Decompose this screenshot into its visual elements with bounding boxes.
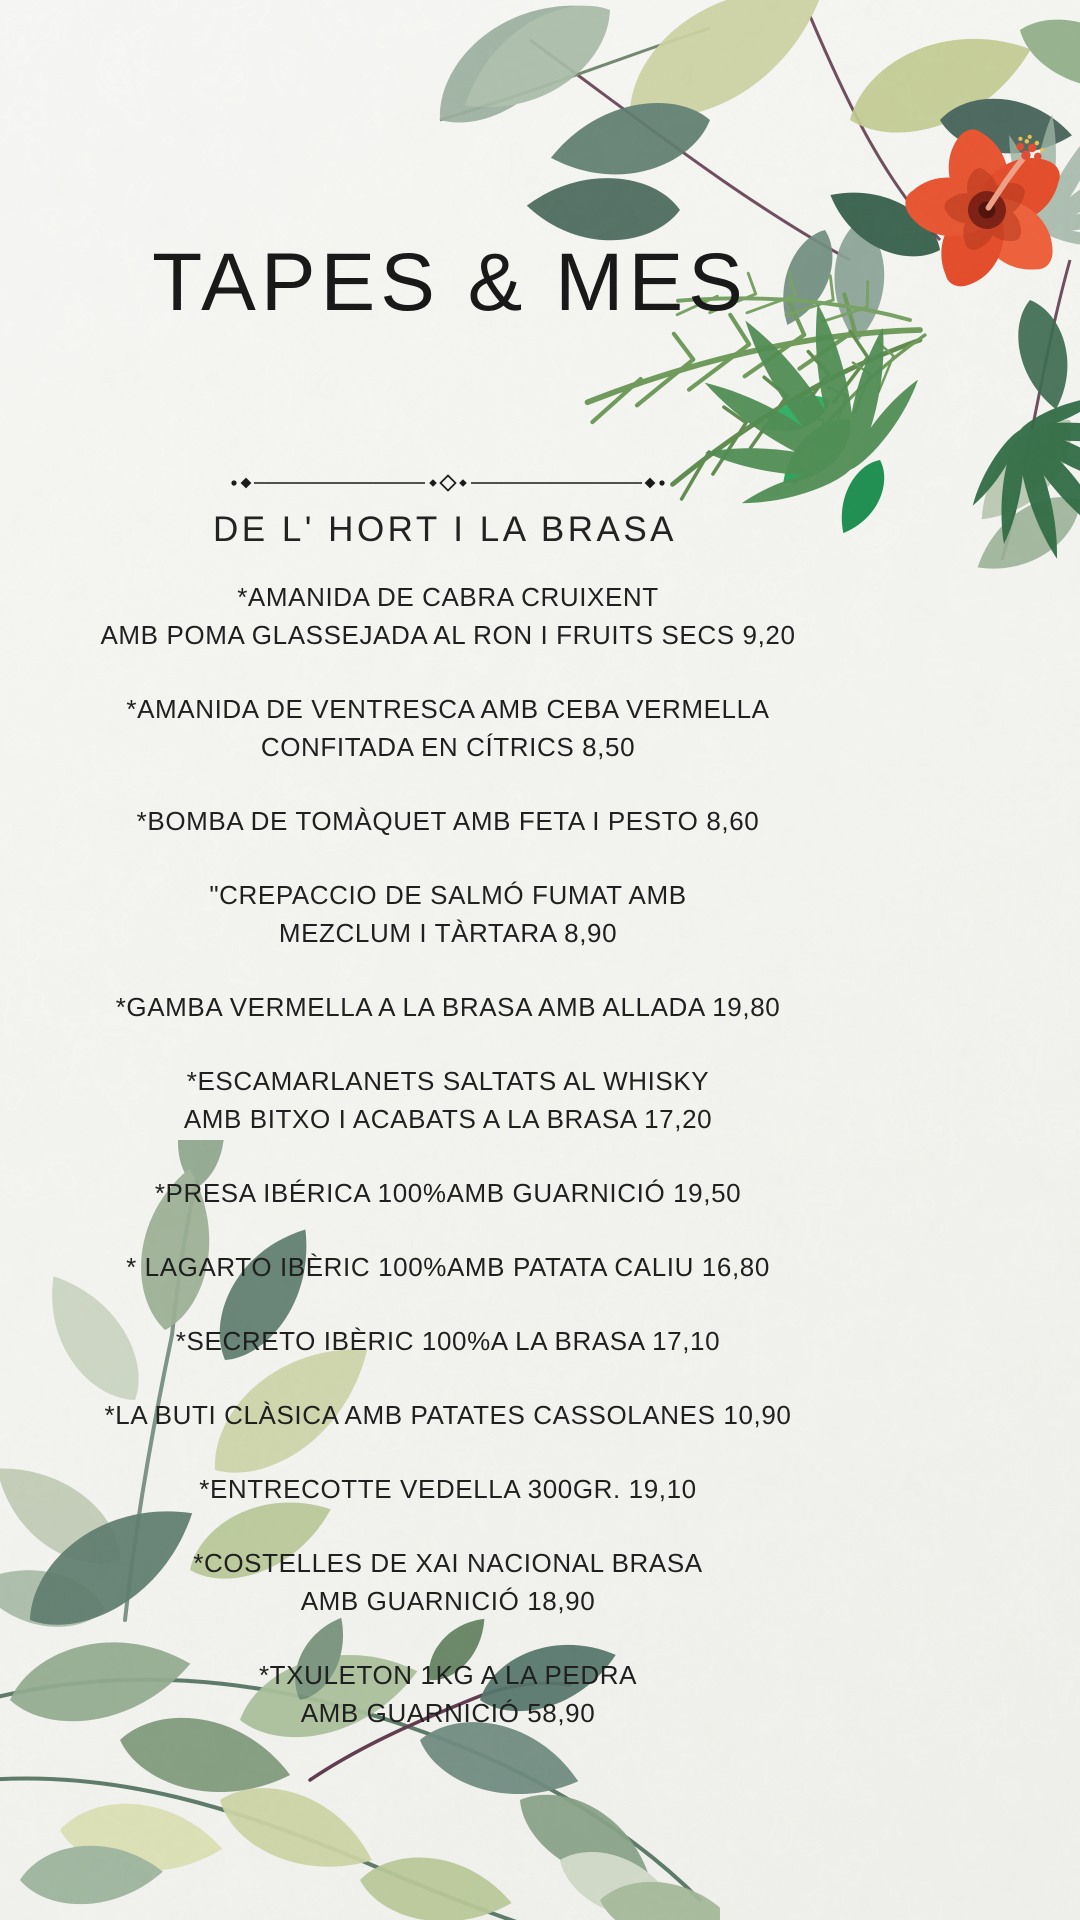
menu-item — [92, 1062, 804, 1138]
menu-item-line: *TXULETON 1KG A LA PEDRA — [258, 1660, 638, 1690]
menu-item-line: MEZCLUM I TÀRTARA 8,90 — [278, 918, 618, 948]
menu-item-price: 8,60 — [698, 806, 760, 836]
menu-item-price: 58,90 — [519, 1698, 596, 1728]
menu-item — [92, 1656, 804, 1732]
menu-item-price: 8,50 — [574, 732, 636, 762]
menu-item-line: *PRESA IBÉRICA 100%AMB GUARNICIÓ 19,50 — [154, 1178, 742, 1208]
menu-item-line: *SECRETO IBÈRIC 100%A LA BRASA 17,10 — [175, 1326, 721, 1356]
menu-item — [92, 1544, 804, 1620]
menu-item-line: *COSTELLES DE XAI NACIONAL BRASA — [193, 1548, 703, 1578]
ornamental-divider-icon — [230, 474, 670, 492]
menu-item-line: "CREPACCIO DE SALMÓ FUMAT AMB — [209, 880, 687, 910]
menu-item — [92, 1396, 804, 1434]
menu-item-line: CONFITADA EN CÍTRICS 8,50 — [260, 732, 636, 762]
menu-item-line: *GAMBA VERMELLA A LA BRASA AMB ALLADA 19,80 — [115, 992, 781, 1022]
menu-item-price: 17,20 — [636, 1104, 713, 1134]
menu-item — [92, 1322, 804, 1360]
menu-item — [92, 1470, 804, 1508]
menu-item — [92, 802, 804, 840]
menu-item — [92, 1248, 804, 1286]
menu-list — [92, 578, 804, 1768]
menu-item-line: *AMANIDA DE CABRA CRUIXENT — [237, 582, 659, 612]
menu-item-price: 19,10 — [620, 1474, 697, 1504]
menu-item-line: AMB POMA GLASSEJADA AL RON I FRUITS SECS 9,20 — [100, 620, 796, 650]
menu-item-line: *BOMBA DE TOMÀQUET AMB FETA I PESTO 8,60 — [136, 806, 760, 836]
menu-item-price: 18,90 — [519, 1586, 596, 1616]
menu-item-line: * LAGARTO IBÈRIC 100%AMB PATATA CALIU 16,80 — [126, 1252, 770, 1282]
menu-item-line: *ESCAMARLANETS SALTATS AL WHISKY — [186, 1066, 710, 1096]
menu-item-line: AMB GUARNICIÓ 18,90 — [300, 1586, 596, 1616]
menu-item-price: 8,90 — [556, 918, 618, 948]
menu-item — [92, 876, 804, 952]
menu-item-line: *LA BUTI CLÀSICA AMB PATATES CASSOLANES 10,90 — [104, 1400, 792, 1430]
menu-item — [92, 988, 804, 1026]
menu-item-price: 10,90 — [715, 1400, 792, 1430]
menu-item — [92, 578, 804, 654]
menu-item-price: 9,20 — [734, 620, 796, 650]
menu-item — [92, 690, 804, 766]
menu-item-line: AMB BITXO I ACABATS A LA BRASA 17,20 — [183, 1104, 713, 1134]
menu-item-price: 17,10 — [644, 1326, 721, 1356]
section-heading: DE L' HORT I LA BRASA — [212, 510, 678, 549]
menu-item-line: *AMANIDA DE VENTRESCA AMB CEBA VERMELLA — [126, 694, 770, 724]
menu-item-line: AMB GUARNICIÓ 58,90 — [300, 1698, 596, 1728]
menu-item-price: 19,50 — [665, 1178, 742, 1208]
menu-item-price: 16,80 — [694, 1252, 770, 1282]
menu-item — [92, 1174, 804, 1212]
menu-item-line: *ENTRECOTTE VEDELLA 300GR. 19,10 — [199, 1474, 697, 1504]
menu-item-price: 19,80 — [704, 992, 781, 1022]
page-title: TAPES & MES — [152, 237, 748, 328]
